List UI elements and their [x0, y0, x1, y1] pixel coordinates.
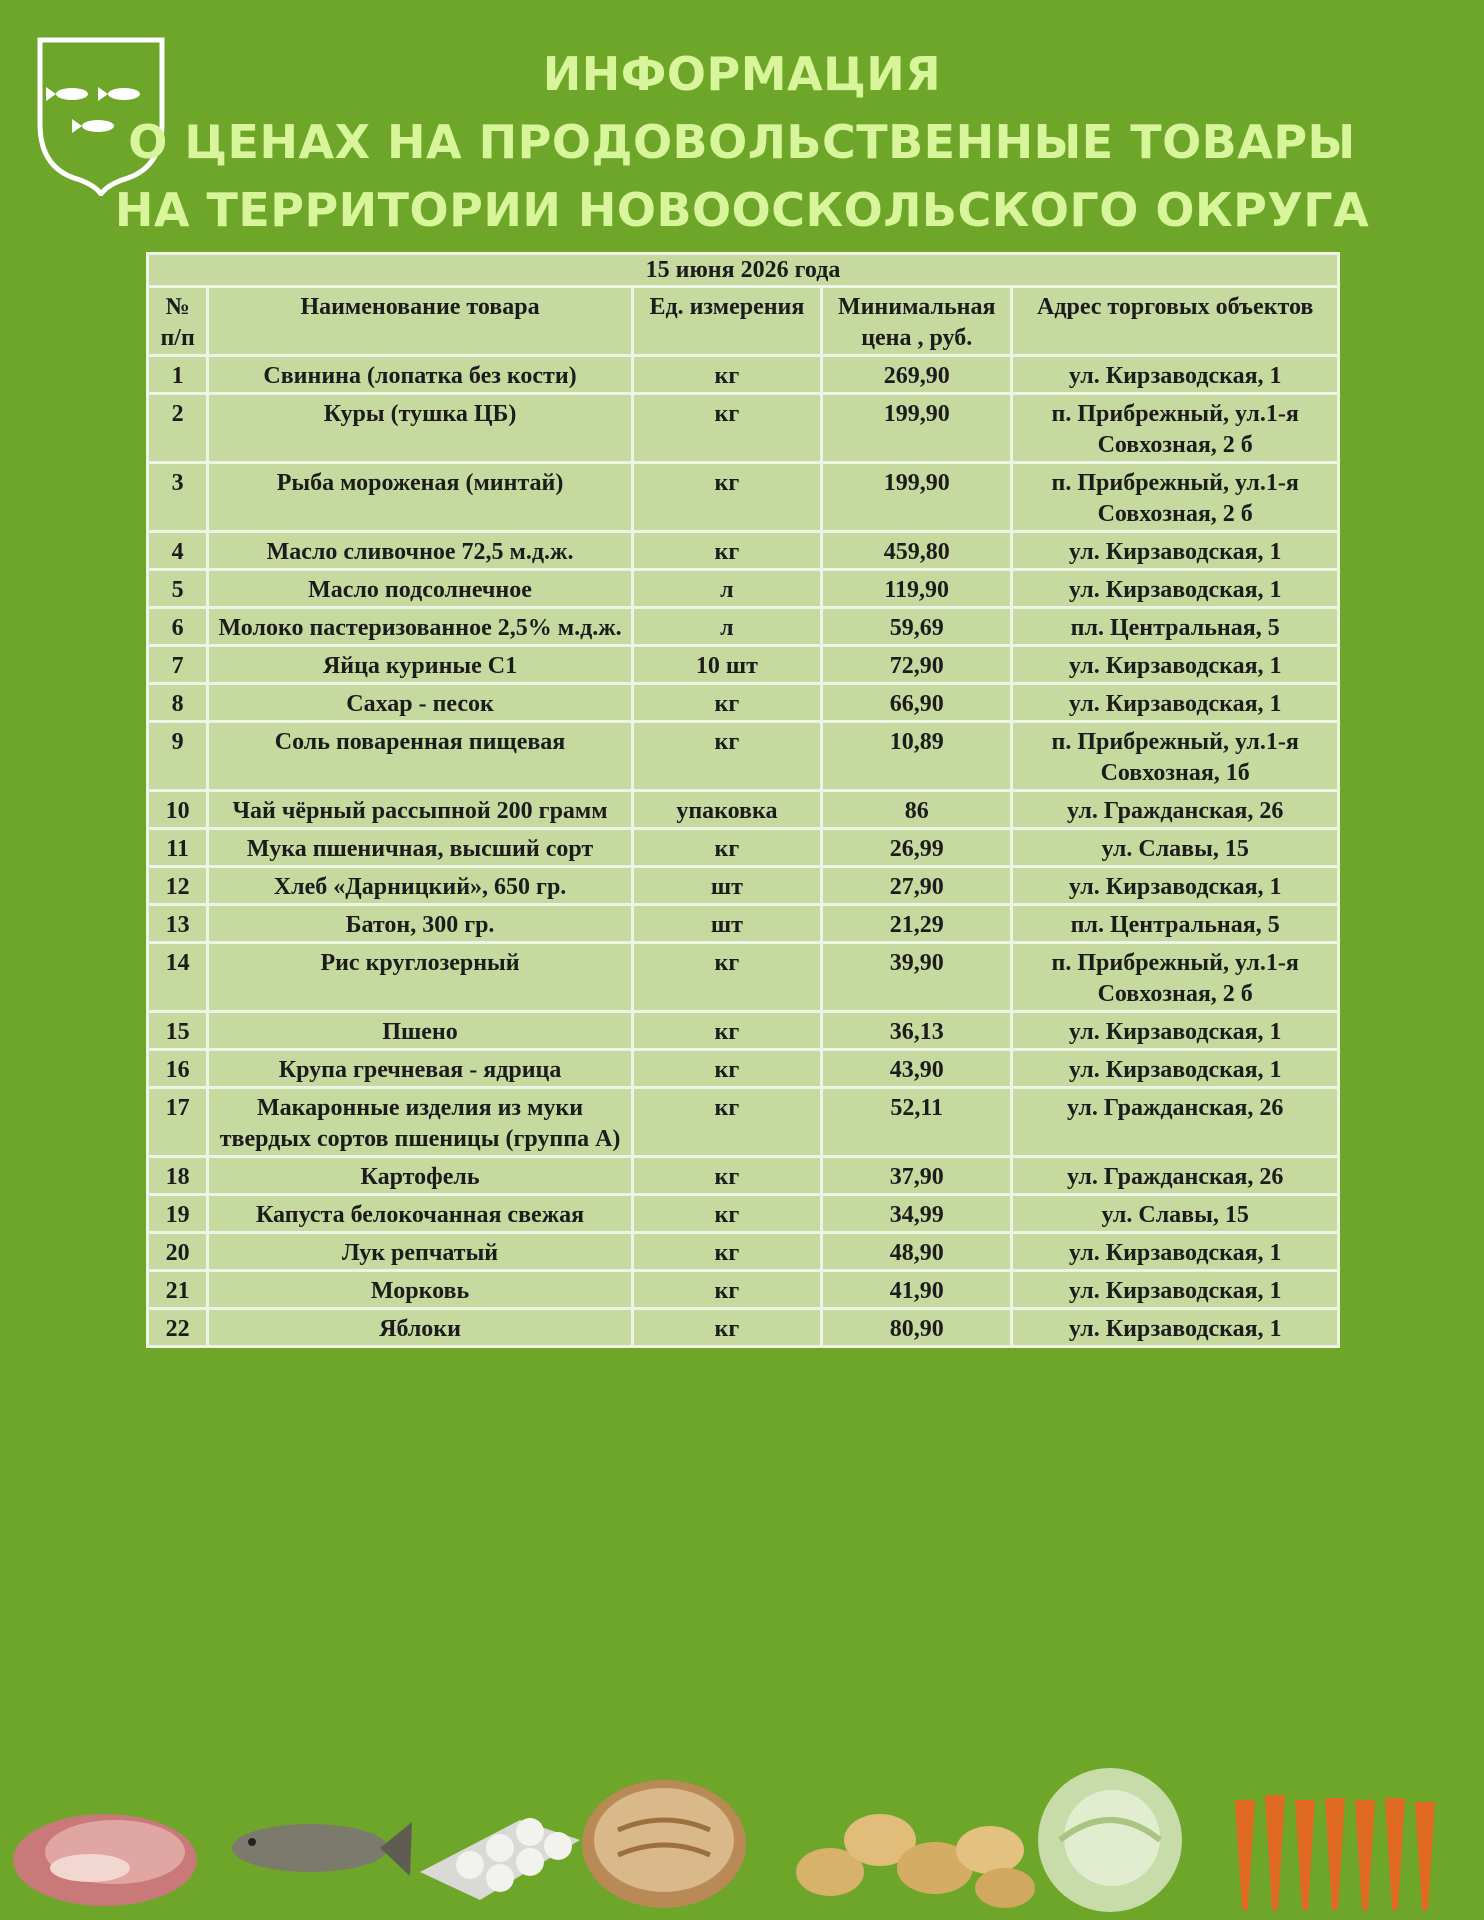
table-date: 15 июня 2026 года — [148, 254, 1339, 287]
row-number: 21 — [148, 1271, 208, 1309]
unit-of-measure: кг — [632, 1195, 821, 1233]
table-row — [148, 1309, 1339, 1347]
unit-of-measure: кг — [632, 532, 821, 570]
price-table — [146, 252, 1340, 1348]
row-number: 1 — [148, 356, 208, 394]
store-address: ул. Кирзаводская, 1 — [1012, 532, 1339, 570]
food-images-strip — [0, 1760, 1484, 1920]
unit-of-measure: шт — [632, 905, 821, 943]
store-address: п. Прибрежный, ул.1-я Совхозная, 2 б — [1012, 394, 1339, 463]
product-name: Масло сливочное 72,5 м.д.ж. — [208, 532, 633, 570]
product-name: Рис круглозерный — [208, 943, 633, 1012]
row-number: 6 — [148, 608, 208, 646]
title-line-3: НА ТЕРРИТОРИИ НОВООСКОЛЬСКОГО ОКРУГА — [114, 183, 1370, 237]
product-name: Яйца куриные С1 — [208, 646, 633, 684]
table-row — [148, 791, 1339, 829]
table-header-row — [148, 287, 1339, 356]
product-name: Хлеб «Дарницкий», 650 гр. — [208, 867, 633, 905]
unit-of-measure: кг — [632, 1050, 821, 1088]
table-row — [148, 829, 1339, 867]
min-price: 52,11 — [822, 1088, 1012, 1157]
product-name: Чай чёрный рассыпной 200 грамм — [208, 791, 633, 829]
product-name: Куры (тушка ЦБ) — [208, 394, 633, 463]
unit-of-measure: кг — [632, 684, 821, 722]
carrots-icon — [1235, 1795, 1435, 1910]
unit-of-measure: упаковка — [632, 791, 821, 829]
unit-of-measure: кг — [632, 722, 821, 791]
table-row — [148, 1088, 1339, 1157]
store-address: ул. Кирзаводская, 1 — [1012, 1271, 1339, 1309]
bread-icon — [582, 1780, 746, 1908]
table-row — [148, 684, 1339, 722]
row-number: 16 — [148, 1050, 208, 1088]
table-row — [148, 1012, 1339, 1050]
min-price: 72,90 — [822, 646, 1012, 684]
store-address: ул. Кирзаводская, 1 — [1012, 1012, 1339, 1050]
row-number: 8 — [148, 684, 208, 722]
store-address: ул. Кирзаводская, 1 — [1012, 684, 1339, 722]
product-name: Масло подсолнечное — [208, 570, 633, 608]
table-row — [148, 646, 1339, 684]
product-name: Пшено — [208, 1012, 633, 1050]
unit-of-measure: кг — [632, 356, 821, 394]
title-line-1: ИНФОРМАЦИЯ — [542, 47, 942, 101]
product-name: Картофель — [208, 1157, 633, 1195]
store-address: п. Прибрежный, ул.1-я Совхозная, 2 б — [1012, 943, 1339, 1012]
row-number: 9 — [148, 722, 208, 791]
unit-of-measure: шт — [632, 867, 821, 905]
product-name: Лук репчатый — [208, 1233, 633, 1271]
row-number: 5 — [148, 570, 208, 608]
min-price: 199,90 — [822, 394, 1012, 463]
unit-of-measure: кг — [632, 1233, 821, 1271]
unit-of-measure: кг — [632, 1088, 821, 1157]
store-address: ул. Кирзаводская, 1 — [1012, 1050, 1339, 1088]
store-address: ул. Гражданская, 26 — [1012, 1088, 1339, 1157]
column-header-number: № п/п — [148, 287, 208, 356]
unit-of-measure: 10 шт — [632, 646, 821, 684]
store-address: пл. Центральная, 5 — [1012, 905, 1339, 943]
min-price: 43,90 — [822, 1050, 1012, 1088]
store-address: ул. Кирзаводская, 1 — [1012, 867, 1339, 905]
row-number: 3 — [148, 463, 208, 532]
product-name: Рыба мороженая (минтай) — [208, 463, 633, 532]
min-price: 269,90 — [822, 356, 1012, 394]
min-price: 10,89 — [822, 722, 1012, 791]
row-number: 22 — [148, 1309, 208, 1347]
unit-of-measure: кг — [632, 1271, 821, 1309]
table-row — [148, 1157, 1339, 1195]
min-price: 48,90 — [822, 1233, 1012, 1271]
row-number: 12 — [148, 867, 208, 905]
table-row — [148, 1050, 1339, 1088]
unit-of-measure: кг — [632, 829, 821, 867]
row-number: 18 — [148, 1157, 208, 1195]
min-price: 27,90 — [822, 867, 1012, 905]
product-name: Крупа гречневая - ядрица — [208, 1050, 633, 1088]
product-name: Батон, 300 гр. — [208, 905, 633, 943]
store-address: п. Прибрежный, ул.1-я Совхозная, 1б — [1012, 722, 1339, 791]
table-row — [148, 867, 1339, 905]
table-row — [148, 1271, 1339, 1309]
row-number: 20 — [148, 1233, 208, 1271]
unit-of-measure: кг — [632, 1012, 821, 1050]
potatoes-icon — [796, 1814, 1035, 1908]
row-number: 7 — [148, 646, 208, 684]
min-price: 199,90 — [822, 463, 1012, 532]
column-header-name: Наименование товара — [208, 287, 633, 356]
unit-of-measure: л — [632, 570, 821, 608]
table-row — [148, 463, 1339, 532]
min-price: 39,90 — [822, 943, 1012, 1012]
product-name: Свинина (лопатка без кости) — [208, 356, 633, 394]
table-row — [148, 608, 1339, 646]
cabbage-icon — [1038, 1768, 1182, 1912]
row-number: 4 — [148, 532, 208, 570]
row-number: 11 — [148, 829, 208, 867]
product-name: Сахар - песок — [208, 684, 633, 722]
store-address: ул. Кирзаводская, 1 — [1012, 570, 1339, 608]
column-header-price: Минимальная цена , руб. — [822, 287, 1012, 356]
min-price: 459,80 — [822, 532, 1012, 570]
store-address: ул. Кирзаводская, 1 — [1012, 1233, 1339, 1271]
table-row — [148, 356, 1339, 394]
row-number: 13 — [148, 905, 208, 943]
title-line-2: О ЦЕНАХ НА ПРОДОВОЛЬСТВЕННЫЕ ТОВАРЫ — [128, 115, 1356, 169]
row-number: 10 — [148, 791, 208, 829]
product-name: Яблоки — [208, 1309, 633, 1347]
store-address: ул. Гражданская, 26 — [1012, 1157, 1339, 1195]
row-number: 17 — [148, 1088, 208, 1157]
product-name: Морковь — [208, 1271, 633, 1309]
store-address: п. Прибрежный, ул.1-я Совхозная, 2 б — [1012, 463, 1339, 532]
unit-of-measure: кг — [632, 463, 821, 532]
store-address: ул. Кирзаводская, 1 — [1012, 1309, 1339, 1347]
unit-of-measure: кг — [632, 394, 821, 463]
store-address: ул. Гражданская, 26 — [1012, 791, 1339, 829]
store-address: пл. Центральная, 5 — [1012, 608, 1339, 646]
product-name: Молоко пастеризованное 2,5% м.д.ж. — [208, 608, 633, 646]
min-price: 59,69 — [822, 608, 1012, 646]
store-address: ул. Славы, 15 — [1012, 829, 1339, 867]
table-row — [148, 1195, 1339, 1233]
min-price: 34,99 — [822, 1195, 1012, 1233]
min-price: 86 — [822, 791, 1012, 829]
product-name: Капуста белокочанная свежая — [208, 1195, 633, 1233]
eggs-icon — [420, 1818, 580, 1900]
min-price: 26,99 — [822, 829, 1012, 867]
table-row — [148, 1233, 1339, 1271]
row-number: 19 — [148, 1195, 208, 1233]
table-row — [148, 905, 1339, 943]
page-title — [0, 40, 1484, 244]
min-price: 37,90 — [822, 1157, 1012, 1195]
table-row — [148, 722, 1339, 791]
unit-of-measure: кг — [632, 943, 821, 1012]
table-row — [148, 943, 1339, 1012]
store-address: ул. Славы, 15 — [1012, 1195, 1339, 1233]
product-name: Соль поваренная пищевая — [208, 722, 633, 791]
product-name: Мука пшеничная, высший сорт — [208, 829, 633, 867]
column-header-unit: Ед. измерения — [632, 287, 821, 356]
row-number: 15 — [148, 1012, 208, 1050]
table-row — [148, 570, 1339, 608]
product-name: Макаронные изделия из муки твердых сортов пшеницы (группа А) — [208, 1088, 633, 1157]
unit-of-measure: кг — [632, 1309, 821, 1347]
fish-icon — [232, 1822, 412, 1876]
row-number: 2 — [148, 394, 208, 463]
table-row — [148, 532, 1339, 570]
store-address: ул. Кирзаводская, 1 — [1012, 646, 1339, 684]
min-price: 41,90 — [822, 1271, 1012, 1309]
min-price: 119,90 — [822, 570, 1012, 608]
unit-of-measure: л — [632, 608, 821, 646]
store-address: ул. Кирзаводская, 1 — [1012, 356, 1339, 394]
min-price: 36,13 — [822, 1012, 1012, 1050]
min-price: 66,90 — [822, 684, 1012, 722]
min-price: 21,29 — [822, 905, 1012, 943]
row-number: 14 — [148, 943, 208, 1012]
min-price: 80,90 — [822, 1309, 1012, 1347]
unit-of-measure: кг — [632, 1157, 821, 1195]
pork-meat-icon — [13, 1814, 197, 1906]
table-row — [148, 394, 1339, 463]
column-header-address: Адрес торговых объектов — [1012, 287, 1339, 356]
